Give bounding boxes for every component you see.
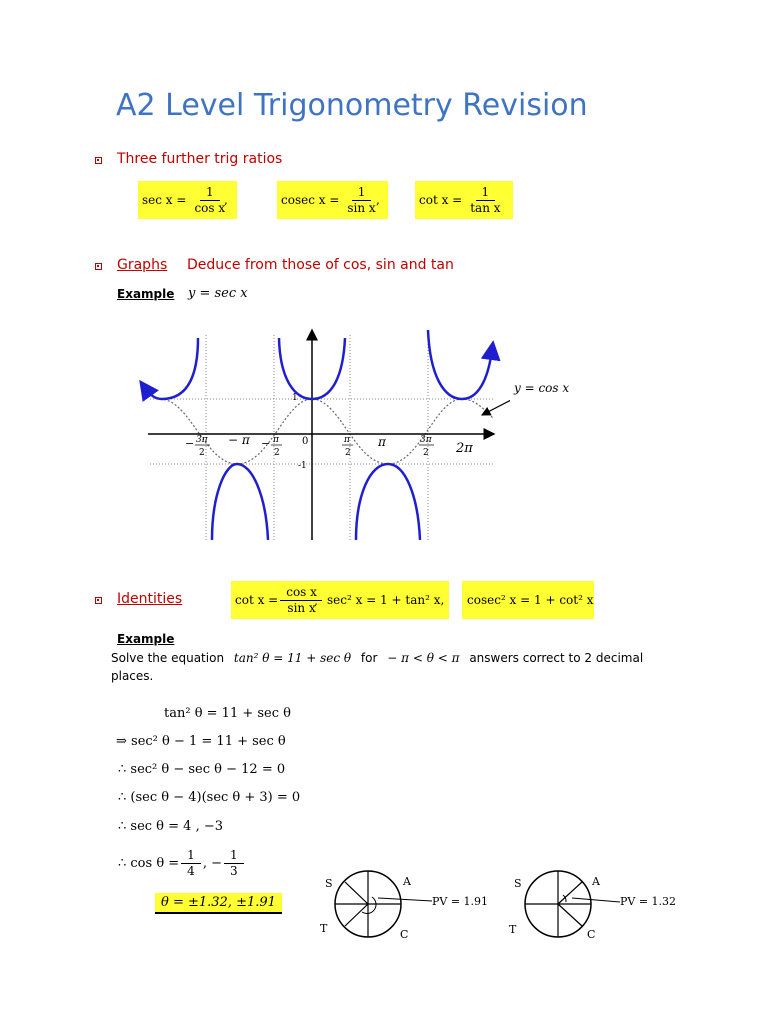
- cot-lhs: cot x =: [419, 193, 463, 207]
- step-6-num2: 1: [224, 848, 244, 864]
- cast2-pv: PV = 1.32: [620, 895, 677, 908]
- sec-branch-lower-left: [212, 464, 268, 540]
- cast1-t: T: [320, 922, 328, 935]
- section-heading-graphs: Graphs: [117, 257, 168, 273]
- step-1: tan² θ = 11 + sec θ: [164, 706, 291, 721]
- cot-fraction: [464, 185, 506, 216]
- identity-cosec: cosec² x = 1 + cot² x: [462, 581, 594, 619]
- cos-curve-label: y = cos x: [514, 381, 570, 395]
- cast2-t: T: [509, 923, 517, 936]
- step-3: ∴ sec² θ − sec θ − 12 = 0: [118, 762, 286, 777]
- x-label-3pi2-neg-num: 3π: [196, 435, 208, 445]
- cot-num: 1: [476, 185, 496, 201]
- bullet-icon: [95, 597, 102, 604]
- section-heading-ratios: Three further trig ratios: [117, 151, 283, 167]
- section-heading-identities: Identities: [117, 591, 183, 607]
- x-label-pi2-neg-num: π: [273, 435, 279, 445]
- x-label-pi2-neg-sign: −: [261, 437, 271, 450]
- cast2-c: C: [587, 928, 596, 941]
- cos-curve: [160, 399, 493, 464]
- problem-range: − π < θ < π: [387, 651, 460, 665]
- x-label-3pi2-num: 3π: [420, 435, 432, 445]
- x-label-neg: −: [185, 437, 195, 450]
- cosec-den: sin x: [347, 200, 376, 215]
- identity-sec: sec² x = 1 + tan² x,: [322, 581, 449, 619]
- y-tick-1: 1: [292, 393, 298, 403]
- identity-cot-comma: ,: [314, 594, 318, 608]
- problem-text-c: answers correct to 2 decimal: [469, 651, 644, 665]
- cast-diagram-1: [310, 862, 510, 947]
- sec-num: 1: [200, 185, 220, 201]
- problem-text-a: Solve the equation: [111, 651, 225, 665]
- step-6-frac2: [224, 848, 244, 879]
- page-title: A2 Level Trigonometry Revision: [116, 88, 588, 123]
- graphs-subheading: Deduce from those of cos, sin and tan: [187, 257, 454, 273]
- cast1-a: A: [403, 875, 411, 888]
- cast1-pv: PV = 1.91: [432, 895, 489, 908]
- cast2-s: S: [514, 877, 522, 890]
- identity-cot-num: cos x: [280, 585, 323, 601]
- cast2-a: A: [592, 875, 600, 888]
- problem-statement: [111, 651, 643, 665]
- cast1-c: C: [400, 928, 409, 941]
- sec-definition: [138, 181, 237, 219]
- sec-lhs: sec x =: [142, 193, 187, 207]
- step-2: ⇒ sec² θ − 1 = 11 + sec θ: [116, 734, 286, 749]
- step-5: ∴ sec θ = 4 , −3: [118, 819, 223, 834]
- cast-diagram-2: [505, 862, 685, 947]
- step-6-frac1: [181, 848, 201, 879]
- bullet-icon: [95, 157, 102, 164]
- x-label-pi2-neg-den: 2: [274, 448, 280, 458]
- identity-cot-lhs: cot x =: [235, 593, 279, 607]
- cast1-s: S: [325, 877, 333, 890]
- step-6-num1: 1: [181, 848, 201, 864]
- step-6-den1: 4: [187, 864, 195, 878]
- identity-cot-den: sin x: [287, 600, 316, 615]
- problem-text-b: for: [360, 651, 378, 665]
- problem-equation: tan² θ = 11 + sec θ: [233, 651, 352, 665]
- graph-example-equation: y = sec x: [188, 286, 248, 301]
- step-6-den2: 3: [229, 864, 238, 878]
- step-6-sep: , −: [202, 856, 222, 871]
- cosec-definition: [277, 181, 388, 219]
- x-label-3pi2-neg-den: 2: [199, 448, 205, 458]
- x-label-2pi: 2π: [456, 441, 473, 456]
- step-6: [118, 848, 246, 879]
- sec-comma: ,: [224, 193, 228, 207]
- example-label-solve: Example: [117, 632, 175, 646]
- x-label-negpi: − π: [228, 433, 250, 447]
- step-4: ∴ (sec θ − 4)(sec θ + 3) = 0: [118, 790, 301, 805]
- x-label-3pi2-den: 2: [423, 448, 429, 458]
- cot-den: tan x: [470, 200, 501, 215]
- sec-branch-left: [145, 338, 198, 399]
- x-label-pi2-num: π: [344, 435, 350, 445]
- bullet-icon: [95, 263, 102, 270]
- example-label-graph: Example: [117, 287, 175, 301]
- x-label-pi2-den: 2: [345, 448, 351, 458]
- x-label-pi: π: [378, 435, 386, 449]
- sec-den: cos x: [194, 200, 226, 215]
- cosec-lhs: cosec x =: [281, 193, 340, 207]
- y-tick-neg1: -1: [298, 461, 307, 471]
- cosec-comma: ,: [376, 193, 380, 207]
- sec-branch-lower-mid: [356, 464, 420, 540]
- sec-branch-upper-right: [428, 330, 492, 399]
- cosec-num: 1: [352, 185, 372, 201]
- step-6-prefix: ∴ cos θ =: [118, 856, 180, 871]
- origin-label: 0: [302, 436, 309, 447]
- sec-graph: [130, 318, 510, 548]
- cot-definition: [415, 181, 513, 219]
- problem-text-places: places.: [111, 669, 154, 683]
- final-answer: θ = ±1.32, ±1.91: [155, 893, 282, 914]
